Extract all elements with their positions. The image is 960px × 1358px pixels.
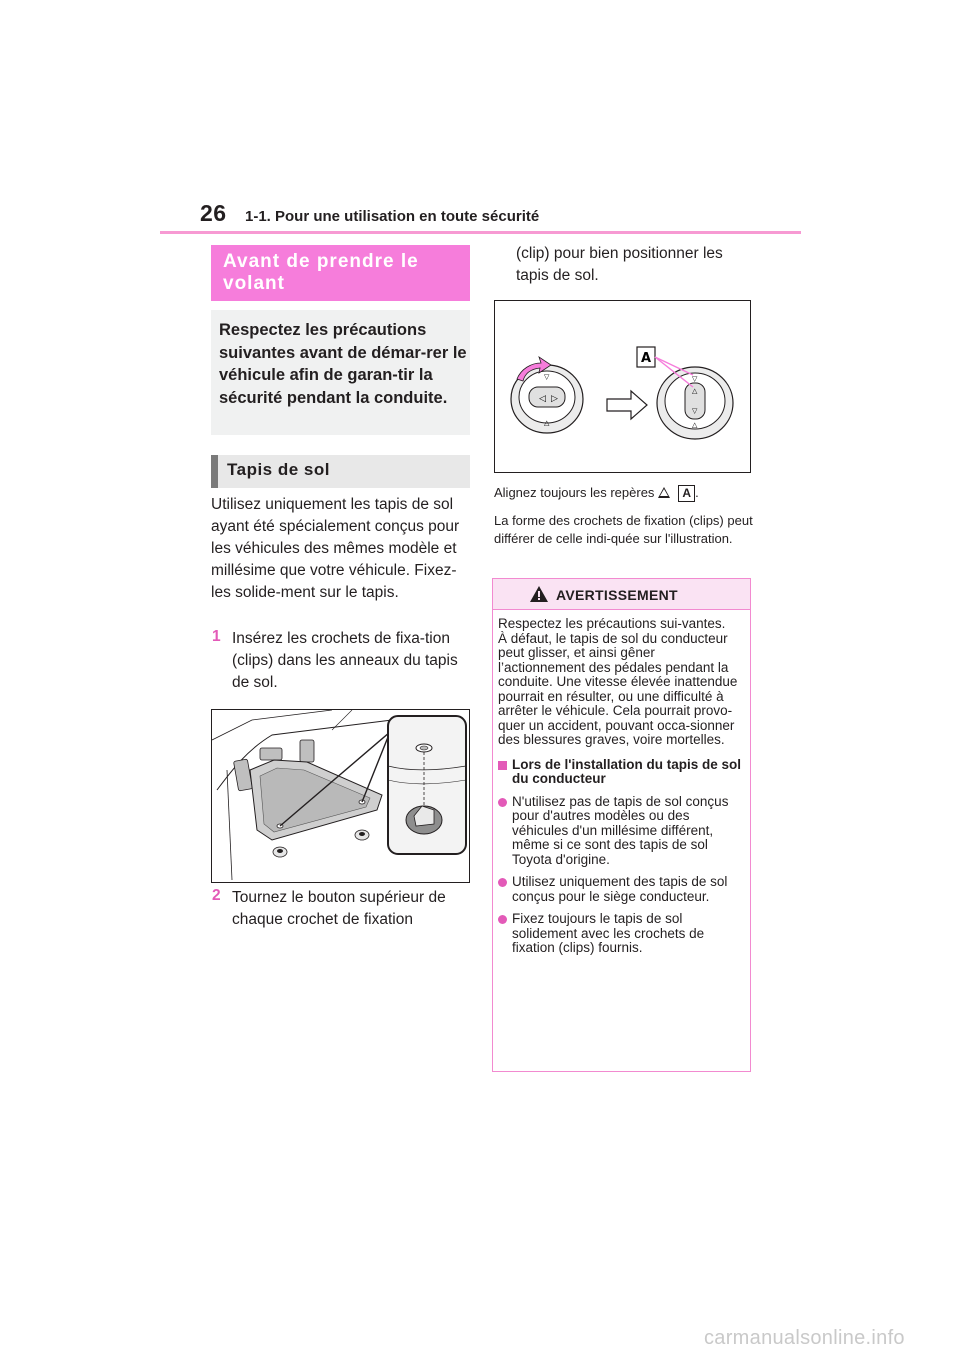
- svg-text:▽: ▽: [692, 375, 698, 383]
- warning-box: [492, 578, 751, 1072]
- section-banner: [211, 245, 470, 301]
- round-bullet-icon: [498, 878, 507, 887]
- svg-text:◁: ◁: [539, 394, 546, 404]
- round-bullet-icon: [498, 915, 507, 924]
- svg-text:△: △: [692, 421, 698, 429]
- warning-bullet: [498, 875, 744, 904]
- svg-text:△: △: [692, 387, 698, 395]
- warning-body: [498, 617, 744, 956]
- floor-mat-drawing: [212, 710, 469, 882]
- warning-bullet: [498, 912, 744, 956]
- watermark: carmanualsonline.info: [704, 1327, 905, 1349]
- clip-rotation-illustration: [494, 300, 751, 473]
- subheading-tapis: [211, 455, 470, 488]
- section-title: 1-1. Pour une utilisation en toute sécurité: [245, 208, 540, 225]
- intro-text: Respectez les précautions suivantes avant de démar-rer le véhicule afin de garan-tir la sécurité pendant la conduite.: [219, 321, 467, 407]
- subheading-title: Tapis de sol: [227, 460, 330, 479]
- svg-text:△: △: [544, 419, 550, 427]
- step-1-number: 1: [212, 628, 221, 645]
- body-paragraph: Utilisez uniquement les tapis de sol ayant été spécialement conçus pour les véhicules des mêmes modèle et millésime que votre véhicule. Fixez-les solide-ment sur le tapis.: [211, 496, 460, 601]
- clip-drawing: [495, 301, 750, 472]
- svg-text:▽: ▽: [692, 407, 698, 415]
- round-bullet-icon: [498, 798, 507, 807]
- header-rule: [160, 231, 801, 234]
- warning-bullet-text: Utilisez uniquement des tapis de sol conçus pour le siège conducteur.: [512, 874, 728, 904]
- step-2-number: 2: [212, 887, 221, 904]
- warning-subheading: [498, 758, 744, 787]
- warning-bullet-text: Fixez toujours le tapis de sol solidement avec les crochets de fixation (clips) fournis.: [512, 911, 705, 955]
- banner-title: Avant de prendre le volant: [223, 251, 419, 294]
- svg-text:▷: ▷: [551, 394, 558, 404]
- warning-subheading-text: Lors de l'installation du tapis de sol du conducteur: [512, 756, 741, 786]
- warning-header: [493, 579, 750, 610]
- subheading-bar: [211, 455, 218, 488]
- caption-align: [494, 484, 754, 502]
- caption-label-a: A: [678, 485, 695, 502]
- label-a: A: [641, 351, 652, 366]
- caption-shape-note: La forme des crochets de fixation (clips) peut différer de celle indi-quée sur l'illustration.: [494, 513, 753, 546]
- warning-triangle-icon: [530, 586, 548, 602]
- triangle-mark-icon: [658, 487, 670, 498]
- warning-intro-2: À défaut, le tapis de sol du conducteur peut glisser, et ainsi gêner l’actionnement des pédales pendant la conduite. Une vitesse élevée inattendue pourrait en résulter, ou une difficulté à arrêter le véhicule. Cela pourrait provo-quer un accident, pouvant occa-sionner des blessures graves, voire mortelles.: [498, 630, 738, 747]
- caption-align-text: Alignez toujours les repères: [494, 485, 655, 500]
- page-number: 26: [200, 200, 227, 226]
- caption-align-suffix: .: [695, 485, 699, 500]
- warning-title: AVERTISSEMENT: [556, 587, 678, 603]
- intro-box: [211, 310, 470, 435]
- floor-mat-illustration: [211, 709, 470, 883]
- step-1-text: Insérez les crochets de fixa-tion (clips) dans les anneaux du tapis de sol.: [232, 630, 458, 691]
- square-bullet-icon: [498, 761, 507, 770]
- warning-bullet: [498, 795, 744, 868]
- warning-intro-1: Respectez les précautions sui-vantes.: [498, 616, 726, 631]
- step-2-continued: (clip) pour bien positionner les tapis de sol.: [516, 245, 723, 284]
- svg-text:▽: ▽: [544, 373, 550, 381]
- step-2-text: Tournez le bouton supérieur de chaque crochet de fixation: [232, 889, 446, 928]
- warning-bullet-text: N'utilisez pas de tapis de sol conçus pour d'autres modèles ou des véhicules d'un millésime différent, même si ce sont des tapis de sol Toyota d'origine.: [512, 793, 729, 867]
